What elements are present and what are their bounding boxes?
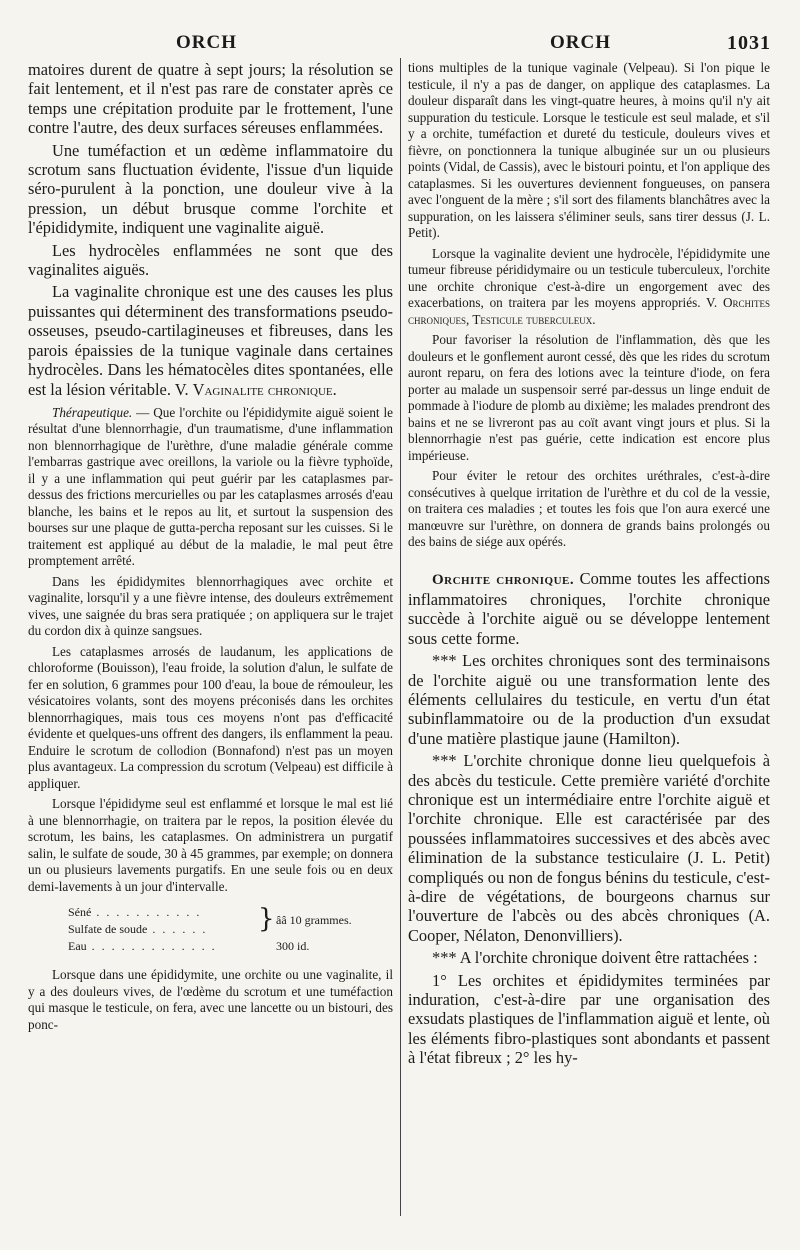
paragraph: *** Les orchites chroniques sont des terminaisons de l'orchite aiguë ou une transformation lente des éléments cellulaires du testicule, en vertu d'un état subinflammatoire ou de la production d'un exsudat d'une matière plastique jaune (Hamilton).	[408, 651, 770, 748]
left-column	[28, 60, 393, 1033]
column-divider	[400, 58, 401, 1216]
running-head-left: ORCH	[176, 32, 237, 53]
prescription-quantity: 300 id.	[276, 939, 310, 954]
therapeutique-paragraph	[28, 405, 393, 570]
paragraph: Lorsque l'épididyme seul est enflammé et lorsque le mal est lié à une blennorrhagie, on traitera par le repos, la position élevée du scrotum, les bains, les cataplasmes. On administrera un purgatif salin, le sulfate de soude, 30 à 45 grammes, par exemple; on donnera un ou plusieurs lavements purgatifs. En une seule fois ou en deux demi-lavements à un jour d'intervalle.	[28, 796, 393, 894]
paragraph: Lorsque dans une épididymite, une orchite ou une vaginalite, il y a des douleurs vives, de l'œdème du scrotum et une tuméfaction qui masque le testicule, on fera, avec une lancette ou un bistouri, des ponc-	[28, 967, 393, 1032]
paragraph: *** L'orchite chronique donne lieu quelquefois à des abcès du testicule. Cette première variété d'orchite chronique est un intermédiaire entre l'orchite aiguë et l'orchite chronique. Elle est caractérisée par des poussées inflammatoires successives et des abcès avec élimination de la substance testiculaire (J. L. Petit) compliqués ou non de fongus bénins du testicule, c'est-à-dire de végétations, de bourgeons charnus sur l'ouverture de l'abcès ou des abcès chroniques (A. Cooper, Nélaton, Denonvilliers).	[408, 751, 770, 945]
cross-reference: Orchites chroniques, Testicule tuberculeux.	[408, 295, 770, 327]
paragraph: Les hydrocèles enflammées ne sont que des vaginalites aiguës.	[28, 240, 393, 280]
running-head-right: ORCH	[550, 32, 611, 53]
section-label: Thérapeutique.	[52, 404, 133, 420]
paragraph: Dans les épididymites blennorrhagiques avec orchite et vaginalite, lorsqu'il y a une fièvre intense, des douleurs extrêmement vives, une saignée du bras sera pratiquée ; on appliquera sur le trajet du cordon dix à quinze sangsues.	[28, 573, 393, 639]
prescription-item: Eau . . . . . . . . . . . . .	[68, 939, 217, 954]
prescription-item: Sulfate de soude . . . . . .	[68, 922, 208, 937]
brace-icon: }	[258, 904, 275, 935]
paragraph-text: La vaginalite chronique est une des causes les plus puissantes qui déterminent des transformations pseudo-osseuses, pseudo-cartilagineuses et fibreuses, dans les parois épaissies de la tunique vaginale dans certaines hydrocèles. Dans les hématocèles dites spontanées, elle est la lésion véritable. V.	[28, 282, 393, 399]
paragraph: 1° Les orchites et épididymites terminées par induration, c'est-à-dire par une organisation des exsudats plastiques de l'inflammation aiguë et lente, où les éléments fibro-plastiques sont abondants et passent à l'état fibreux ; 2° les hy-	[408, 970, 770, 1068]
paragraph: tions multiples de la tunique vaginale (Velpeau). Si l'on pique le testicule, il n'y a pas de danger, on applique des cataplasmes. La douleur disparaît dans les vingt-quatre heures, à moins qu'il n'y ait suppuration du testicule. Lorsque le testicule est seul malade, et s'il y a orchite, tuméfaction et dureté du testicule, douleurs vives et fièvre, on ponctionnera la tunique albuginée sur un ou plusieurs points (Vidal, de Cassis), avec le bistouri pointu, et l'on applique des cataplasmes. Si les ouvertures deviennent fongueuses, on pansera avec l'onguent de la mère ; s'il sort des filaments blanchâtres avec la suppuration, on les laissera s'éliminer seuls, sans tirer dessus (J. L. Petit).	[408, 60, 770, 240]
prescription-item: Séné . . . . . . . . . . .	[68, 905, 202, 920]
prescription-quantity: ââ 10 grammes.	[276, 913, 352, 928]
right-column	[408, 60, 770, 1068]
paragraph: Pour éviter le retour des orchites uréthrales, c'est-à-dire consécutives à quelque irritation de l'urèthre et du col de la vessie, on traitera ces maladies ; et toutes les fois que l'on aura exercé une manœuvre sur l'urèthre, on donnera de grands bains prolongés ou des bains de siége aux opérés.	[408, 468, 770, 549]
paragraph: *** A l'orchite chronique doivent être rattachées :	[432, 948, 758, 968]
page-number: 1031	[727, 32, 771, 54]
entry-heading: Orchite chronique.	[432, 571, 575, 588]
paragraph: Les cataplasmes arrosés de laudanum, les applications de chloroforme (Bouisson), l'eau froide, la solution d'alun, le sulfate de fer en solution, 6 grammes pour 100 d'eau, la boue de rémouleur, les vésicatoires volants, sont des moyens préconisés dans les orchites blennorrhagiques, mais tous ces moyens n'ont pas d'efficacité évidente et quelques-uns offrent des dangers, ils enflamment la peau. Enduire le scrotum de collodion (Bonnafond) n'est pas un moyen plus avantageux. La compression du scrotum (Velpeau) est difficile à appliquer.	[28, 643, 393, 791]
paragraph: Pour favoriser la résolution de l'inflammation, dès que les douleurs et le gonflement auront cessé, dès que les rides du scrotum auront reparu, on fera des lotions avec la teinture d'iode, on fera porter au malade un suspensoir serré par-dessus un linge enduit de pommade à l'iodure de plomb au dixième; les malades prendront des bains et ne se livreront pas au coït avant vingt jours et plus. Si la blennorrhagie n'est pas guérie, cette indication est encore plus impérieuse.	[408, 332, 770, 463]
prescription	[68, 905, 393, 961]
cross-reference: Vaginalite chronique.	[192, 379, 337, 399]
entry-paragraph	[408, 569, 770, 649]
paragraph-text: — Que l'orchite ou l'épididymite aiguë soient le résultat d'une blennorrhagie, d'un traumatisme, d'une inflammation non blennorrhagique de l'urèthre, d'une maladie générale comme l'embarras gastrique avec oreillons, la variole ou la fièvre typhoïde, il y a une inflammation qui peut guérir par les cataplasmes par-dessus des frictions mercurielles ou par les cataplasmes arrosés d'eau blanche, les bains et le repos au lit, et surtout la suspension des bourses sur une plaque de gutta-percha reposant sur les cuisses. Si le traitement est appliqué au début de la maladie, le mal peut être promptement arrêté.	[28, 404, 393, 569]
paragraph-text: Lorsque la vaginalite devient une hydrocèle, l'épididymite une tumeur fibreuse pérididymaire ou un testicule tuberculeux, l'orchite une orchite chronique c'est-à-dire un engorgement avec des exacerbations, on traitera par les moyens appropriés. V.	[408, 245, 770, 310]
paragraph-text: Comme toutes les affections inflammatoires chroniques, l'orchite chronique succède à l'orchite aiguë ou se développe lentement sous cette forme.	[408, 568, 770, 648]
paragraph	[28, 282, 393, 398]
paragraph	[408, 246, 770, 329]
paragraph: matoires durent de quatre à sept jours; la résolution se fait lentement, et il n'est pas rare de constater après ce temps une crépitation produite par le frottement, l'une contre l'autre, des deux surfaces séreuses enflammées.	[28, 60, 393, 138]
paragraph: Une tuméfaction et un œdème inflammatoire du scrotum sans fluctuation évidente, l'issue d'un liquide séro-purulent à la ponction, une douleur vive à la pression, un début brusque comme l'orchite et l'épididymite, indiquent une vaginalite aiguë.	[28, 140, 393, 238]
